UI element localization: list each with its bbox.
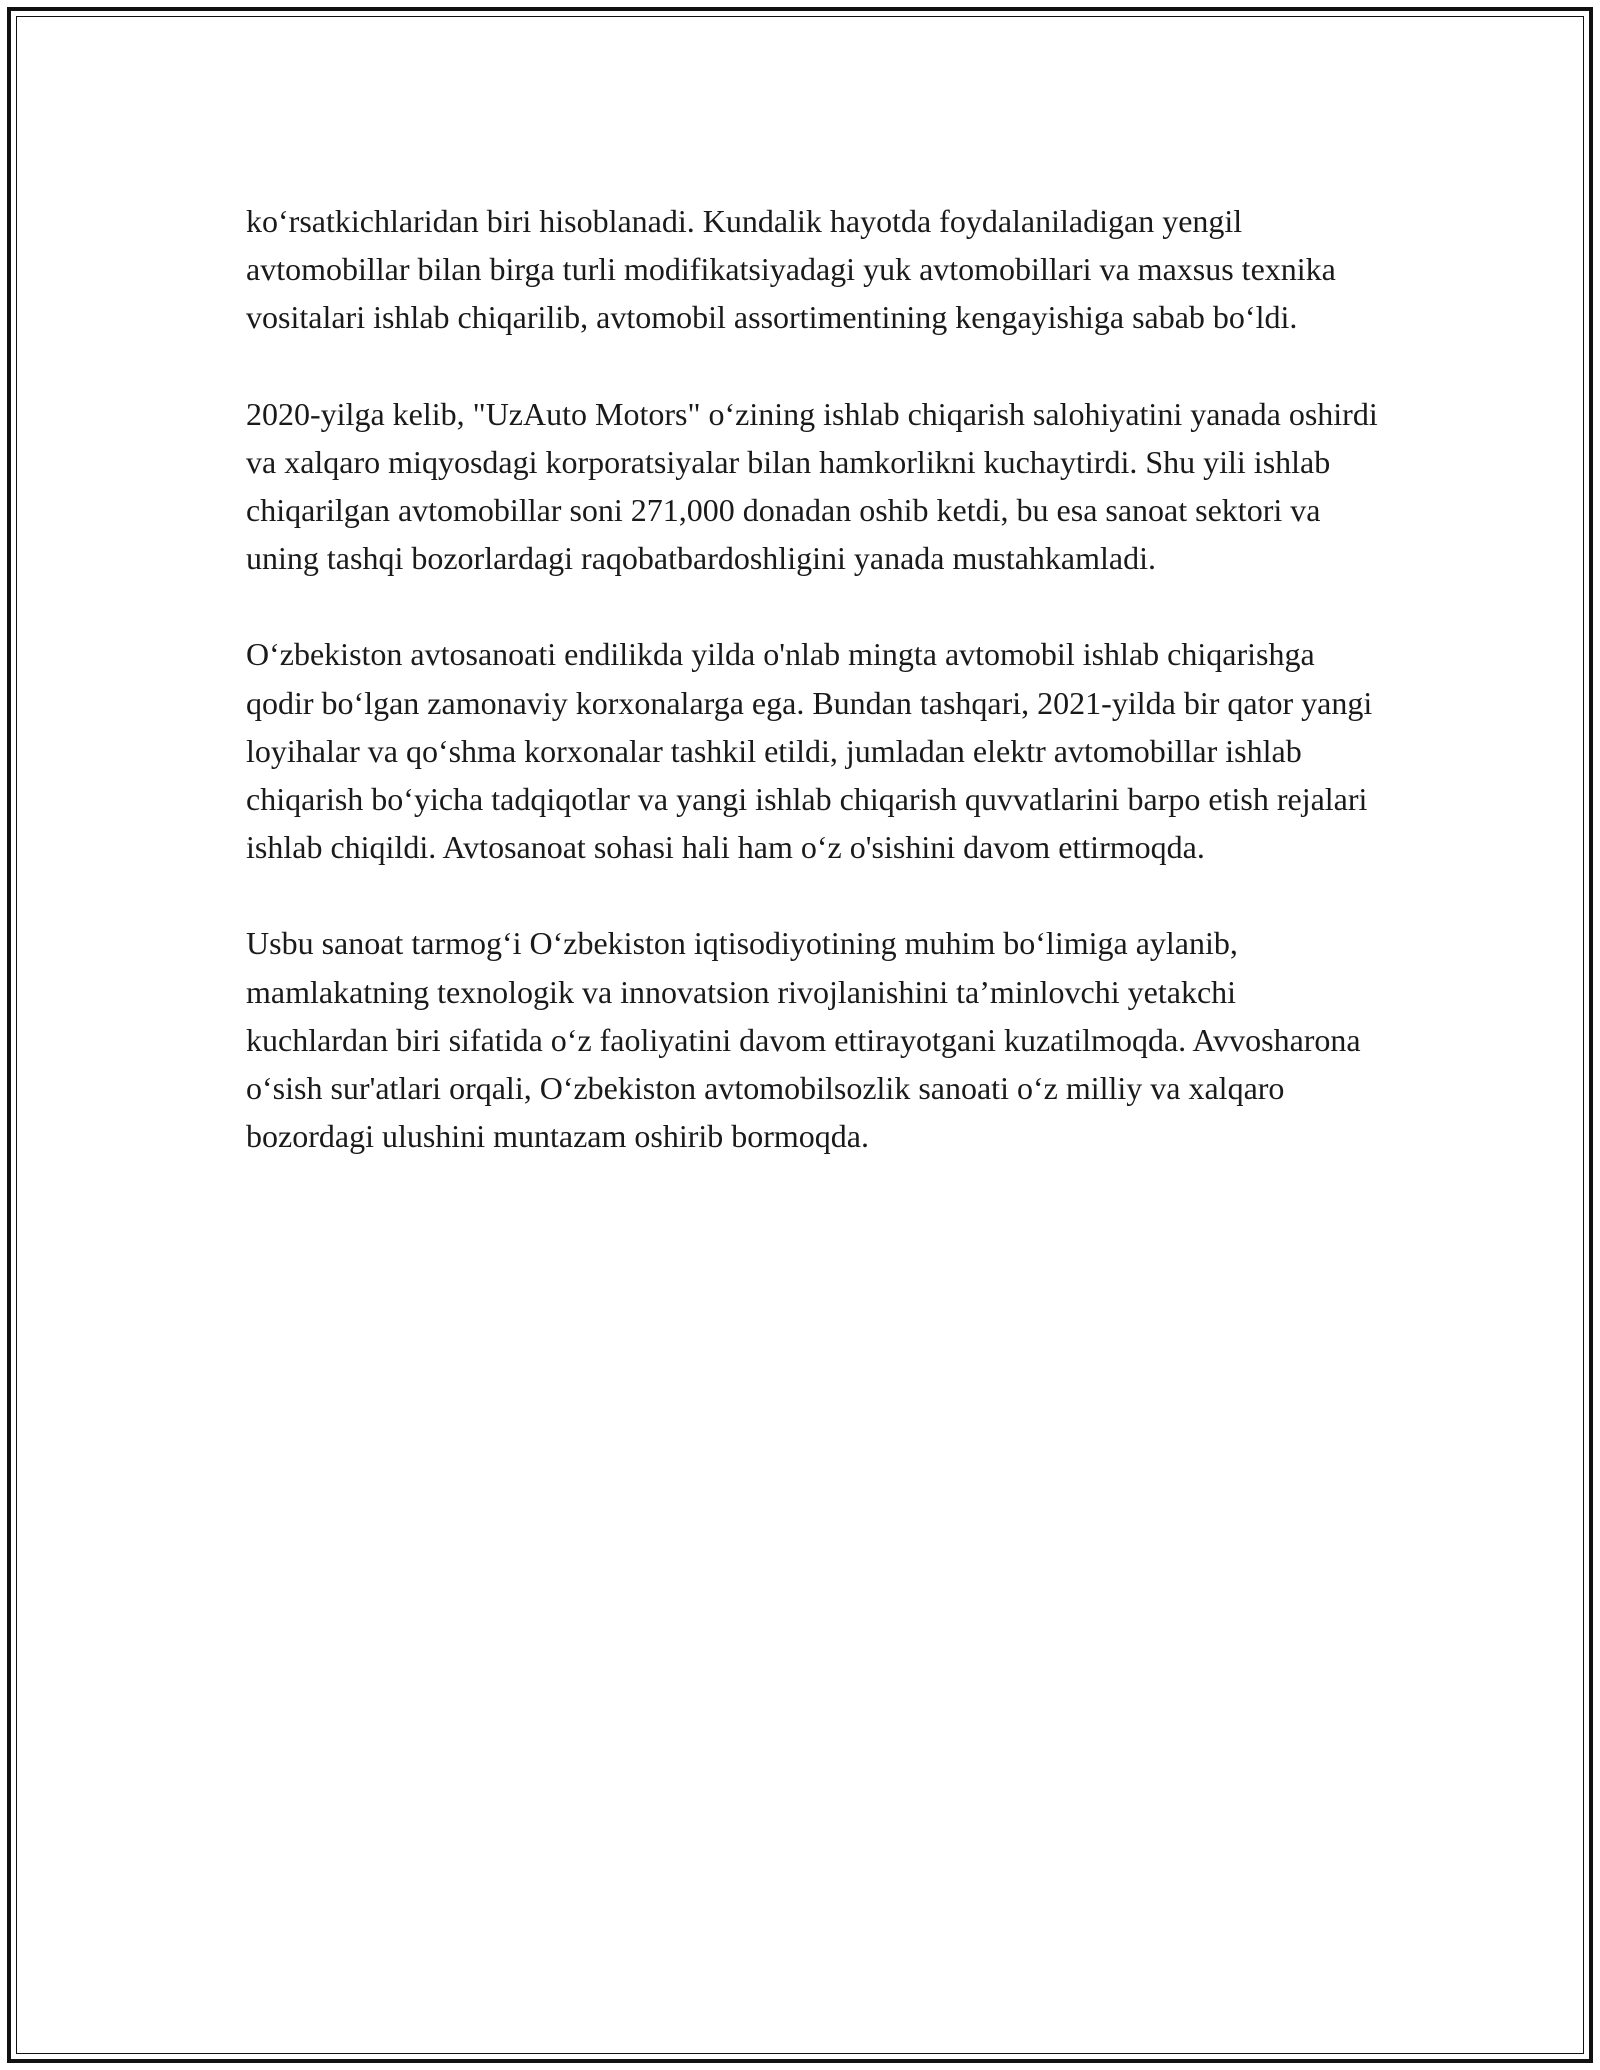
- page-frame: [7, 7, 1593, 2063]
- document-body: [246, 197, 1381, 1160]
- paragraph-1: ko‘rsatkichlaridan biri hisoblanadi. Kundalik hayotda foydalaniladigan yengil avtomobillar bilan birga turli modifikatsiyadagi yuk avtomobillari va maxsus texnika vositalari ishlab chiqarilib, avtomobil assortimentining kengayishiga sabab bo‘ldi.: [246, 203, 1336, 336]
- paragraph-4: Usbu sanoat tarmog‘i O‘zbekiston iqtisodiyotining muhim bo‘limiga aylanib, mamlakatning texnologik va innovatsion rivojlanishini ta’minlovchi yetakchi kuchlardan biri sifatida o‘z faoliyatini davom ettirayotgani kuzatilmoqda. Avvosharona o‘sish sur'atlari orqali, O‘zbekiston avtomobilsozlik sanoati o‘z milliy va xalqaro bozordagi ulushini muntazam oshirib bormoqda.: [246, 925, 1361, 1155]
- paragraph-3: O‘zbekiston avtosanoati endilikda yilda o'nlab mingta avtomobil ishlab chiqarishga qodir bo‘lgan zamonaviy korxonalarga ega. Bundan tashqari, 2021-yilda bir qator yangi loyihalar va qo‘shma korxonalar tashkil etildi, jumladan elektr avtomobillar ishlab chiqarish bo‘yicha tadqiqotlar va yangi ishlab chiqarish quvvatlarini barpo etish rejalari ishlab chiqildi. Avtosanoat sohasi hali ham o‘z o'sishini davom ettirmoqda.: [246, 636, 1373, 866]
- paragraph-2: 2020-yilga kelib, "UzAuto Motors" o‘zining ishlab chiqarish salohiyatini yanada oshirdi va xalqaro miqyosdagi korporatsiyalar bilan hamkorlikni kuchaytirdi. Shu yili ishlab chiqarilgan avtomobillar soni 271,000 donadan oshib ketdi, bu esa sanoat sektori va uning tashqi bozorlardagi raqobatbardoshligini yanada mustahkamladi.: [246, 395, 1378, 577]
